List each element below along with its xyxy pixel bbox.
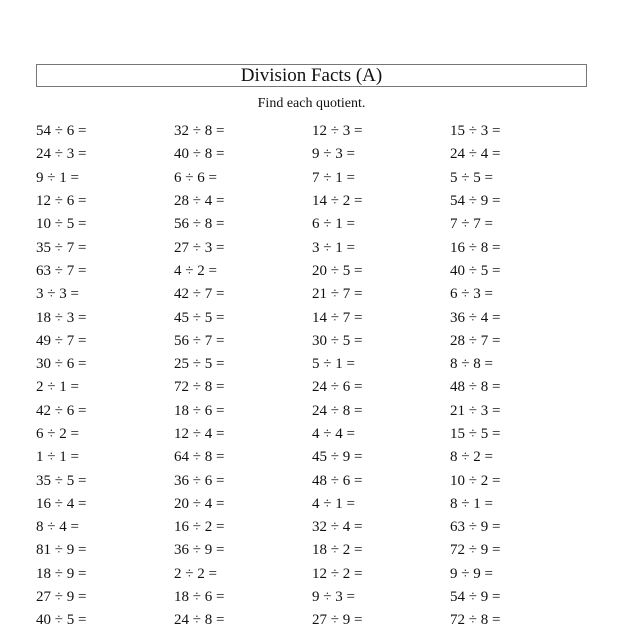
division-problem: 27 ÷ 3 = (174, 239, 225, 256)
division-problem: 9 ÷ 3 = (312, 589, 355, 606)
division-problem: 21 ÷ 7 = (312, 286, 363, 303)
division-problem: 8 ÷ 1 = (450, 495, 493, 512)
division-problem: 54 ÷ 9 = (450, 193, 501, 210)
division-problem: 45 ÷ 9 = (312, 449, 363, 466)
division-problem: 9 ÷ 3 = (312, 146, 355, 163)
problem-row (36, 143, 596, 166)
division-problem: 9 ÷ 1 = (36, 169, 79, 186)
division-problem: 18 ÷ 6 = (174, 589, 225, 606)
division-problem: 12 ÷ 3 = (312, 123, 363, 140)
division-problem: 7 ÷ 1 = (312, 169, 355, 186)
division-problem: 12 ÷ 4 = (174, 426, 225, 442)
division-problem: 63 ÷ 7 = (36, 262, 87, 279)
division-problem: 56 ÷ 8 = (174, 216, 225, 233)
division-problem: 3 ÷ 3 = (36, 286, 79, 303)
division-problem: 42 ÷ 6 = (36, 402, 87, 419)
division-problem: 8 ÷ 2 = (450, 449, 493, 466)
division-problem: 4 ÷ 2 = (174, 262, 217, 279)
division-problem: 24 ÷ 3 = (36, 146, 87, 163)
division-problem: 2 ÷ 1 = (36, 379, 79, 396)
division-problem: 54 ÷ 6 = (36, 123, 87, 140)
division-problem: 72 ÷ 8 = (174, 379, 225, 396)
problem-row (36, 423, 596, 446)
problem-row (36, 516, 596, 539)
division-problem: 10 ÷ 5 = (36, 216, 87, 233)
division-problem: 7 ÷ 7 = (450, 216, 493, 233)
problem-row (36, 236, 596, 259)
division-problem: 16 ÷ 4 = (36, 495, 87, 512)
problem-row (36, 446, 596, 469)
division-problem: 36 ÷ 6 = (174, 472, 225, 489)
problem-row (36, 469, 596, 492)
division-problem: 12 ÷ 2 = (312, 565, 363, 582)
division-problem: 4 ÷ 4 = (312, 426, 355, 442)
problem-row (36, 260, 596, 283)
division-problem: 6 ÷ 6 = (174, 169, 217, 186)
worksheet-title: Division Facts (A) (36, 64, 587, 87)
problem-row (36, 306, 596, 329)
division-problem: 6 ÷ 2 = (36, 426, 79, 442)
division-problem: 56 ÷ 7 = (174, 332, 225, 349)
division-problem: 18 ÷ 3 = (36, 309, 87, 326)
division-problem: 27 ÷ 9 = (312, 612, 363, 629)
problem-row (36, 190, 596, 213)
division-problem: 10 ÷ 2 = (450, 472, 501, 489)
problem-row (36, 539, 596, 562)
division-problem: 14 ÷ 2 = (312, 193, 363, 210)
division-problem: 35 ÷ 5 = (36, 472, 87, 489)
division-problem: 32 ÷ 4 = (312, 519, 363, 536)
problem-row (36, 330, 596, 353)
division-problem: 54 ÷ 9 = (450, 589, 501, 606)
division-problem: 16 ÷ 2 = (174, 519, 225, 536)
division-problem: 8 ÷ 4 = (36, 519, 79, 536)
division-problem: 40 ÷ 5 = (450, 262, 501, 279)
division-problem: 8 ÷ 8 = (450, 356, 493, 373)
division-problem: 81 ÷ 9 = (36, 542, 87, 559)
division-problem: 1 ÷ 1 = (36, 449, 79, 466)
problem-grid (36, 120, 596, 633)
division-problem: 12 ÷ 6 = (36, 193, 87, 210)
division-problem: 36 ÷ 9 = (174, 542, 225, 559)
division-problem: 18 ÷ 6 = (174, 402, 225, 419)
division-problem: 21 ÷ 3 = (450, 402, 501, 419)
division-problem: 28 ÷ 7 = (450, 332, 501, 349)
problem-row (36, 376, 596, 399)
division-problem: 24 ÷ 4 = (450, 146, 501, 163)
division-problem: 30 ÷ 6 = (36, 356, 87, 373)
division-problem: 15 ÷ 3 = (450, 123, 501, 140)
division-problem: 20 ÷ 4 = (174, 495, 225, 512)
division-problem: 48 ÷ 8 = (450, 379, 501, 396)
division-problem: 5 ÷ 5 = (450, 169, 493, 186)
problem-row (36, 167, 596, 190)
problem-row (36, 586, 596, 609)
division-problem: 9 ÷ 9 = (450, 565, 493, 582)
division-problem: 24 ÷ 8 = (174, 612, 225, 629)
problem-row (36, 283, 596, 306)
worksheet-instructions: Find each quotient. (257, 96, 366, 111)
division-problem: 40 ÷ 8 = (174, 146, 225, 163)
division-problem: 16 ÷ 8 = (450, 239, 501, 256)
division-problem: 32 ÷ 8 = (174, 123, 225, 140)
problem-row (36, 120, 596, 143)
division-problem: 24 ÷ 6 = (312, 379, 363, 396)
division-problem: 28 ÷ 4 = (174, 193, 225, 210)
division-problem: 72 ÷ 9 = (450, 542, 501, 559)
problem-row (36, 493, 596, 516)
division-problem: 63 ÷ 9 = (450, 519, 501, 536)
division-problem: 18 ÷ 2 = (312, 542, 363, 559)
division-problem: 5 ÷ 1 = (312, 356, 355, 373)
division-problem: 14 ÷ 7 = (312, 309, 363, 326)
division-problem: 72 ÷ 8 = (450, 612, 501, 629)
division-problem: 30 ÷ 5 = (312, 332, 363, 349)
division-problem: 36 ÷ 4 = (450, 309, 501, 326)
division-problem: 45 ÷ 5 = (174, 309, 225, 326)
division-problem: 35 ÷ 7 = (36, 239, 87, 256)
problem-row (36, 353, 596, 376)
division-problem: 49 ÷ 7 = (36, 332, 87, 349)
problem-row (36, 563, 596, 586)
problem-row (36, 609, 596, 632)
division-problem: 3 ÷ 1 = (312, 239, 355, 256)
division-problem: 18 ÷ 9 = (36, 565, 87, 582)
division-problem: 25 ÷ 5 = (174, 356, 225, 373)
division-problem: 42 ÷ 7 = (174, 286, 225, 303)
division-problem: 15 ÷ 5 = (450, 426, 501, 442)
division-problem: 6 ÷ 1 = (312, 216, 355, 233)
problem-row (36, 213, 596, 236)
division-problem: 2 ÷ 2 = (174, 565, 217, 582)
division-problem: 64 ÷ 8 = (174, 449, 225, 466)
division-problem: 48 ÷ 6 = (312, 472, 363, 489)
division-problem: 24 ÷ 8 = (312, 402, 363, 419)
division-problem: 4 ÷ 1 = (312, 495, 355, 512)
division-problem: 40 ÷ 5 = (36, 612, 87, 629)
problem-row (36, 400, 596, 423)
division-problem: 20 ÷ 5 = (312, 262, 363, 279)
division-problem: 6 ÷ 3 = (450, 286, 493, 303)
division-problem: 27 ÷ 9 = (36, 589, 87, 606)
